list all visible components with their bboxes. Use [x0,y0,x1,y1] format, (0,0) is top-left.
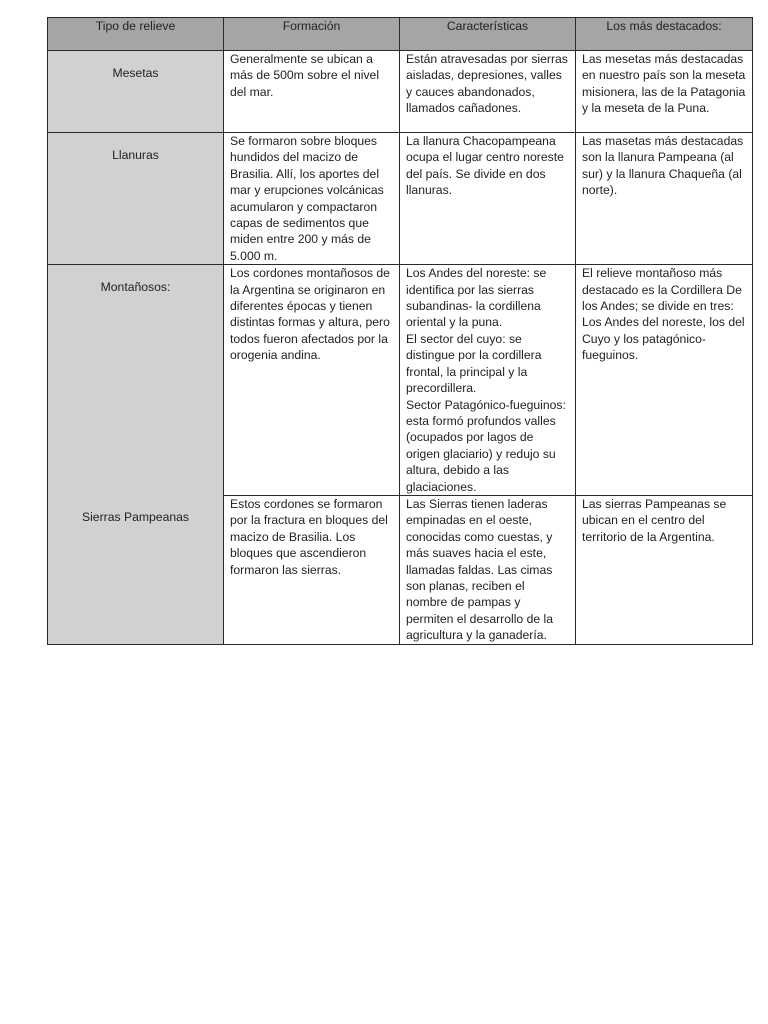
header-destacados: Los más destacados: [576,18,753,51]
caracteristicas-andes-noreste: Los Andes del noreste: se identifica por las sierras subandinas- la cordillena oriental y la puna. [406,266,547,330]
header-caracteristicas: Características [400,18,576,51]
row-label-sierras-pampeanas: Sierras Pampeanas [81,510,190,525]
header-formacion: Formación [224,18,400,51]
formacion-cell-mesetas: Generalmente se ubican a más de 500m sobre el nivel del mar. [224,51,400,133]
formacion-cell-montanosos: Los cordones montañosos de la Argentina se originaron en diferentes épocas y tienen distintas formas y altura, pero todos fueron afectados por la orogenia andina. [224,265,400,496]
formacion-cell-sierras: Estos cordones se formaron por la fractura en bloques del macizo de Brasilia. Los bloques que ascendieron formaron las sierras. [224,495,400,644]
destacados-cell-mesetas: Las mesetas más destacadas en nuestro país son la meseta misionera, las de la Patagonia y la meseta de la Puna. [576,51,753,133]
table-row-llanuras [48,133,753,265]
destacados-cell-llanuras: Las masetas más destacadas son la llanura Pampeana (al sur) y la llanura Chaqueña (al norte). [576,133,753,265]
caracteristicas-sector-cuyo: El sector del cuyo: se distingue por la cordillera frontal, la principal y la precordillera. [406,331,542,396]
caracteristicas-cell-llanuras: La llanura Chacopampeana ocupa el lugar centro noreste del país. Se divide en dos llanuras. [400,133,576,265]
caracteristicas-cell-montanosos [400,265,576,496]
formacion-cell-llanuras: Se formaron sobre bloques hundidos del macizo de Brasilia. Allí, los aportes del mar y erupciones volcánicas acumularon y compactaron capas de sedimentos que miden entre 200 y más de 5.000 m. [224,133,400,265]
row-label-llanuras: Llanuras [112,148,159,162]
caracteristicas-cell-mesetas: Están atravesadas por sierras aisladas, depresiones, valles y cauces abandonados, llamados cañadones. [400,51,576,133]
table-row-montanosos [48,265,753,496]
table-row-mesetas [48,51,753,133]
row-label-cell [48,51,224,133]
relief-table [47,17,753,645]
row-label-mesetas: Mesetas [112,66,159,80]
destacados-cell-montanosos: El relieve montañoso más destacado es la Cordillera De los Andes; se divide en tres: Los Andes del noreste, los del Cuyo y los patagónico-fueguinos. [576,265,753,496]
row-label-montanosos: Montañosos: [100,280,171,295]
caracteristicas-cell-sierras: Las Sierras tienen laderas empinadas en el oeste, conocidas como cuestas, y más suaves hacia el este, llamadas faldas. Las cimas son planas, reciben el nombre de pampas y permiten el desarrollo de la agricultura y la ganadería. [400,495,576,644]
row-label-cell [48,133,224,265]
header-row [48,18,753,51]
destacados-cell-sierras: Las sierras Pampeanas se ubican en el centro del territorio de la Argentina. [576,495,753,644]
header-tipo-de-relieve: Tipo de relieve [48,18,224,51]
caracteristicas-sector-patagonico: Sector Patagónico-fueguinos: esta formó profundos valles (ocupados por lagos de origen glaciario) y redujo su altura, debido a las glaciaciones. [406,397,566,494]
row-label-cell-merged [48,265,224,644]
